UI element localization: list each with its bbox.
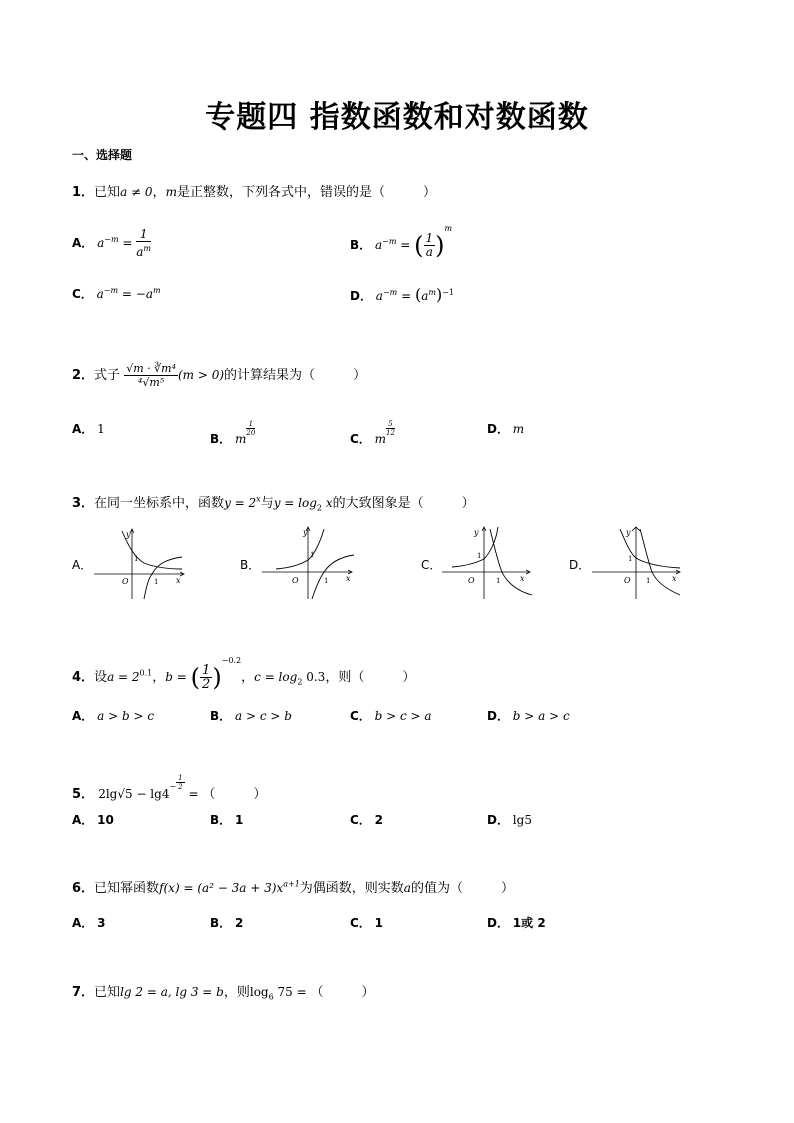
svg-text:x: x (672, 574, 677, 583)
exp-curve (276, 529, 324, 569)
svg-text:1: 1 (324, 577, 329, 585)
question-number: 3． (72, 496, 95, 511)
q5-option-c[interactable]: C． 2 (350, 813, 383, 827)
q5-option-a[interactable]: A． 10 (72, 813, 114, 827)
q3-graph-c[interactable] (440, 523, 536, 601)
q6-option-b[interactable]: B． 2 (210, 916, 244, 930)
question-5: 5． 2lg√5 − lg4− $\frac{1}{2}$ = （ ） (72, 774, 267, 802)
question-6: 6．已知幂函数$f(x) = (a^2 - 3a + 3)x^{a+1}$为偶函数，则实数a的值为（ ） (72, 879, 514, 896)
question-7: 7．已知lg 2 = a, lg 3 = b，则$\log_6 75$ = （ ） (72, 985, 375, 1002)
question-number: 1． (72, 185, 95, 200)
question-2: 2．式子 $\frac{\text{√m · ∛m⁴}}{\text{⁴√m⁵}}$ (m > 0)的计算结果为（ ） (72, 362, 367, 389)
svg-text:1: 1 (310, 551, 315, 559)
svg-text:O: O (624, 576, 631, 585)
q4-option-a[interactable]: A． a > b > c (72, 709, 155, 723)
q5-option-d[interactable]: D． lg5 (487, 813, 532, 827)
svg-text:x: x (176, 576, 181, 585)
exp-curve (122, 531, 182, 569)
question-3: 3．在同一坐标系中，函数$y = 2^x$与$y = \log_2 x$的大致图象是（ ） (72, 494, 475, 513)
svg-text:x: x (520, 574, 525, 583)
q2-option-c[interactable]: C． m $\frac{5}{12}$ (350, 420, 395, 446)
svg-text:y: y (303, 528, 308, 537)
q3-graph-a[interactable] (92, 523, 188, 601)
svg-text:y: y (474, 528, 479, 537)
q3-option-d-label[interactable]: D． (569, 558, 591, 572)
svg-text:y: y (126, 530, 131, 539)
q4-option-d[interactable]: D． b > a > c (487, 709, 570, 723)
svg-text:1: 1 (477, 552, 482, 560)
q4-option-b[interactable]: B． a > c > b (210, 709, 292, 723)
q5-option-b[interactable]: B． 1 (210, 813, 244, 827)
question-number: 2． (72, 368, 95, 383)
q6-option-c[interactable]: C． 1 (350, 916, 383, 930)
q6-option-d[interactable]: D． 1或 2 (487, 916, 546, 930)
svg-text:1: 1 (496, 577, 501, 585)
question-number: 4． (72, 670, 95, 685)
q2-option-a[interactable]: A． 1 (72, 422, 105, 436)
q3-graph-d[interactable] (590, 523, 686, 601)
question-1: 1．已知a ≠ 0，m是正整数，下列各式中，错误的是（ ） (72, 185, 436, 200)
question-number: 7． (72, 985, 95, 1000)
svg-text:O: O (292, 576, 299, 585)
svg-text:1: 1 (628, 555, 633, 563)
q2-option-b[interactable]: B． m $\frac{1}{20}$ (210, 420, 256, 446)
q1-option-c[interactable]: C． $a^{-m} = -a^m$ (72, 286, 161, 301)
svg-text:1: 1 (646, 577, 651, 585)
question-4: 4．设$a = 2^{0.1}$，b = ( $\frac{1}{2}$ )$^{-0.2}$，$c = \log_2 0.3$，则（ ） (72, 656, 416, 692)
q3-graph-b[interactable] (260, 523, 356, 601)
q2-option-d[interactable]: D． m (487, 422, 525, 436)
question-number: 5． (72, 787, 95, 802)
q1-option-b[interactable]: B． $a^{-m}$ = ( $\frac{1}{a}$ )$^m$ (350, 224, 453, 260)
question-number: 6． (72, 881, 95, 896)
section-heading: 一、选择题 (72, 148, 133, 162)
svg-text:1: 1 (134, 555, 139, 563)
q3-option-c-label[interactable]: C． (421, 558, 442, 572)
q4-option-c[interactable]: C． b > c > a (350, 709, 432, 723)
log-curve (490, 529, 532, 595)
svg-text:O: O (122, 577, 129, 586)
q3-option-b-label[interactable]: B． (240, 558, 261, 572)
q1-option-a[interactable]: A． $a^{-m}$ = $\frac{1}{a^m}$ (72, 227, 152, 259)
q1-option-d[interactable]: D． $a^{-m} = (a^m)^{-1}$ (350, 285, 454, 304)
svg-text:1: 1 (154, 578, 159, 586)
svg-text:x: x (346, 574, 351, 583)
page-title: 专题四 指数函数和对数函数 (205, 100, 589, 135)
svg-text:y: y (626, 528, 631, 537)
q6-option-a[interactable]: A． 3 (72, 916, 106, 930)
svg-text:O: O (468, 576, 475, 585)
q3-option-a-label[interactable]: A． (72, 558, 93, 572)
